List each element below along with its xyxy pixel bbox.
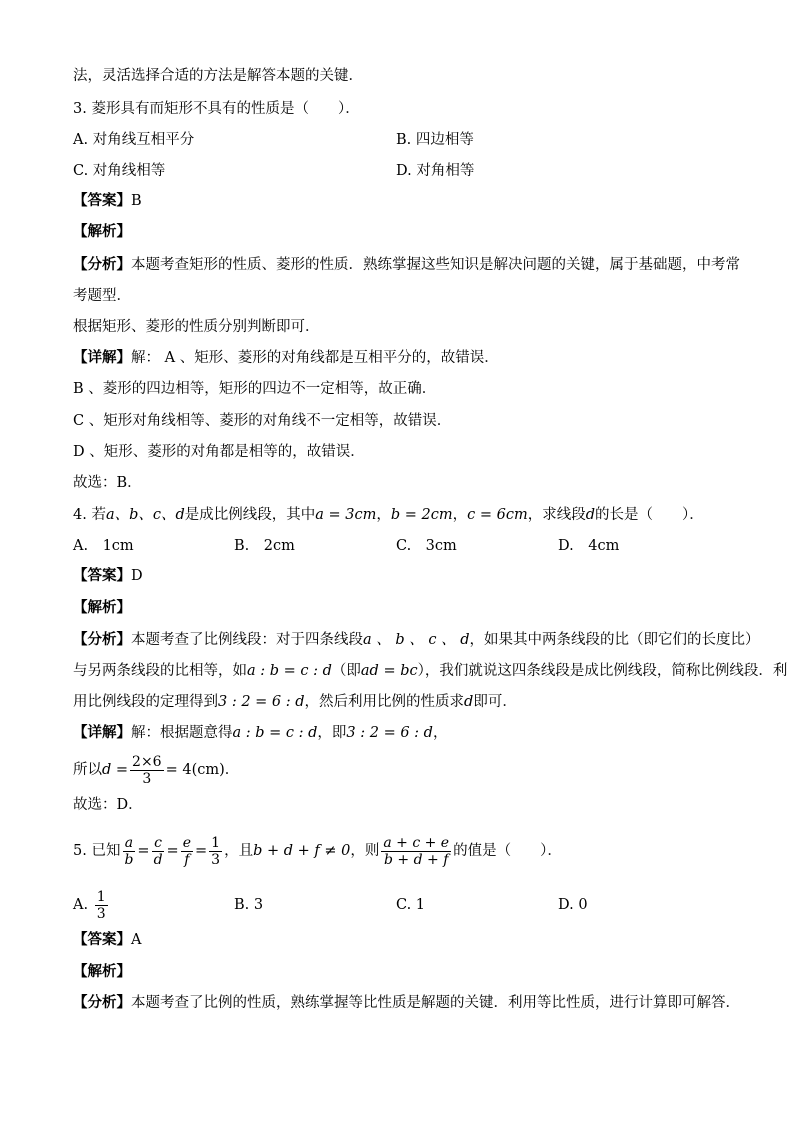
q4-end2: 的长是（ ）． [595,507,704,523]
math-cond: b + d + f ≠ 0 [253,843,351,859]
detail-tag: 【详解】 [73,724,131,741]
text: ），我们就说这四条线段是成比例线段，简称比例线段．利 [417,663,788,679]
q4-option-d: D. 4cm [558,538,620,554]
question-4-stem: 4. 若a、b、c、d是成比例线段，其中a = 3cm，b = 2cm，c = 6cm，求线段d的长是（ ）． [73,507,704,523]
answer-tag: 【答案】 [73,567,131,584]
text: ，然后利用比例的性质求 [304,694,465,710]
analysis-text: 本题考查矩形的性质、菱形的性质．熟练掌握这些知识是解决问题的关键，属于基础题，中考常 [131,257,740,273]
q5-analysis-tag: 【解析】 [73,963,131,980]
fraction-a-b [122,835,135,868]
numerator: a [124,834,134,851]
q4-option-c: C. 3cm [396,538,457,554]
equals: = [195,843,208,859]
q3-option-c: C. 对角线相等 [73,163,166,179]
detail-text: 解： A 、矩形、菱形的对角线都是互相平分的，故错误． [131,350,499,366]
fraction-c-d [152,835,165,868]
fraction-one-third [209,835,222,868]
answer-value: B [131,193,142,209]
q5-option-d: D. 0 [558,897,588,913]
option-label: A. [73,897,89,913]
analysis-vars: a 、 b 、 c 、 d [363,632,470,648]
denominator: d [153,851,163,868]
denominator: 3 [142,770,152,787]
text: 即可． [473,694,517,710]
q4-vars: a、b、c、d [105,507,185,523]
text: 与另两条线段的比相等，如 [73,663,247,679]
q4-analysis-line-3 [73,692,743,712]
q5-answer [73,930,743,950]
analysis-text: 本题考查了比例的性质，熟练掌握等比性质是解题的关键．利用等比性质，进行计算即可解答． [131,995,740,1011]
math-eq: 3 : 2 = 6 : d [346,725,433,741]
analysis-tag: 【分析】 [73,631,131,648]
q3-detail-line-c: C 、矩形对角线相等、菱形的对角线不一定相等，故错误． [73,413,452,429]
q3-detail-line-b: B 、菱形的四边相等，矩形的四边不一定相等，故正确． [73,381,437,397]
q3-detail-line-1 [73,348,743,368]
q4-choice: 故选：D． [73,797,143,813]
analysis-text: 本题考查了比例线段：对于四条线段 [131,632,363,648]
text: ，且 [224,843,254,859]
math-ad: ad = bc [360,663,418,679]
q4-prefix: 4. 若 [73,507,106,523]
q4-analysis-line-2 [73,661,788,681]
denominator: b [124,851,134,868]
q4-detail-line-1 [73,723,743,743]
numerator: c [154,834,162,851]
fraction [130,754,164,787]
text: （即 [331,663,361,679]
text: 的值是（ ）． [453,843,562,859]
denominator: f [184,851,190,868]
q3-option-d: D. 对角相等 [396,163,475,179]
equals: = [137,843,150,859]
text: 解：根据题意得 [131,725,233,741]
analysis-tag: 【分析】 [73,256,131,273]
q3-analysis-line-1 [73,255,743,275]
fraction-e-f [181,835,193,868]
answer-tag: 【答案】 [73,931,131,948]
q4-d-var: d [585,507,596,523]
math-d: d = [102,762,129,778]
analysis-text-2: ，如果其中两条线段的比（即它们的长度比） [469,632,760,648]
numerator: a + c + e [383,834,450,851]
numerator: 1 [211,834,221,851]
q4-option-a: A. 1cm [73,538,134,554]
numerator: 1 [96,888,106,905]
q3-option-b: B. 四边相等 [396,132,474,148]
q4-mid: 是成比例线段，其中 [184,507,316,523]
text: ， [432,725,448,741]
q3-option-a: A. 对角线互相平分 [73,132,195,148]
q4-answer [73,566,743,586]
q4-option-b: B. 2cm [234,538,295,554]
math-eq: a : b = c : d [232,725,318,741]
answer-value: A [131,932,142,948]
analysis-tag: 【分析】 [73,994,131,1011]
question-3-stem: 3. 菱形具有而矩形不具有的性质是（ ）． [73,101,360,117]
fraction-one-third [95,889,108,922]
q3-answer [73,191,743,211]
q4-c-value: c = 6cm [467,507,528,523]
math-eq: 3 : 2 = 6 : d [218,694,305,710]
denominator: 3 [96,905,106,922]
detail-tag: 【详解】 [73,349,131,366]
numerator: 2×6 [132,753,162,770]
math-ratio: a : b = c : d [247,663,332,679]
q5-analysis-line-1 [73,993,743,1013]
q3-analysis-line-3: 根据矩形、菱形的性质分别判断即可． [73,319,320,335]
q3-analysis-tag: 【解析】 [73,223,131,240]
text: 用比例线段的定理得到 [73,694,218,710]
q3-choice: 故选：B． [73,475,142,491]
equals: = [166,843,179,859]
answer-value: D [131,568,143,584]
paragraph-line: 法，灵活选择合适的方法是解答本题的关键． [73,68,363,84]
text: 所以 [73,762,102,778]
question-5-stem [73,832,743,872]
q5-option-a [73,888,110,922]
q3-detail-line-d: D 、矩形、菱形的对角都是相等的，故错误． [73,444,365,460]
math-result: = 4(cm)． [165,762,240,778]
q4-analysis-tag: 【解析】 [73,599,131,616]
denominator: b + d + f [384,851,449,868]
denominator: 3 [211,851,221,868]
text: ，即 [317,725,347,741]
fraction-sum [381,835,451,868]
q4-detail-line-2 [73,752,743,792]
math-d: d [464,694,474,710]
q4-b-value: b = 2cm [390,507,453,523]
q3-analysis-line-2: 考题型． [73,288,131,304]
text: 5. 已知 [73,843,121,859]
q4-a-value: a = 3cm [315,507,377,523]
answer-tag: 【答案】 [73,192,131,209]
text: ，则 [350,843,380,859]
numerator: e [182,834,191,851]
q5-option-b: B. 3 [234,897,264,913]
q4-end1: ，求线段 [527,507,586,523]
q4-analysis-line-1 [73,630,760,650]
q5-option-c: C. 1 [396,897,426,913]
